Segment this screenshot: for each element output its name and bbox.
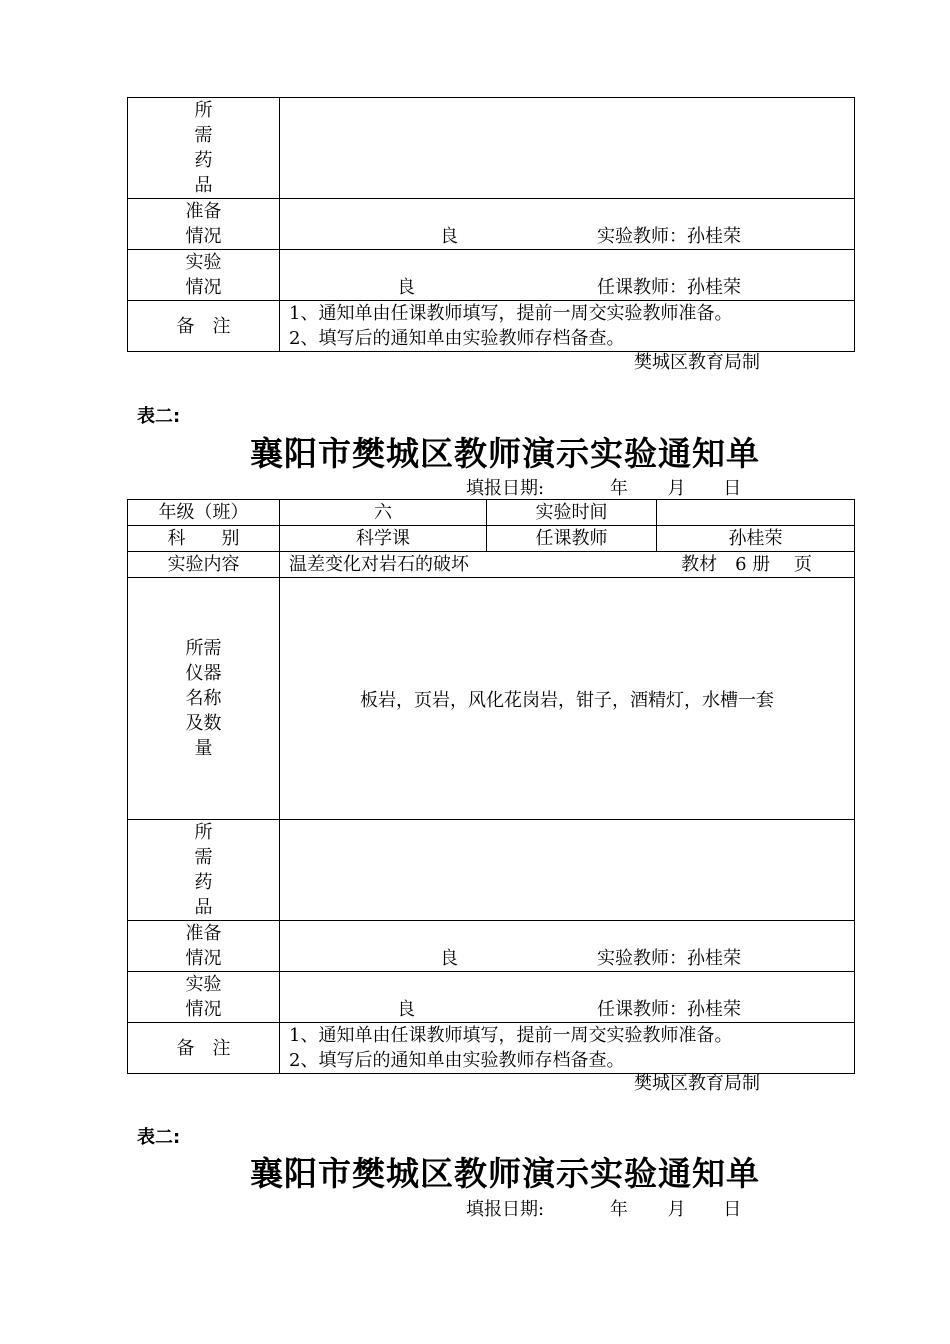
prep-row [128,199,855,250]
content-row [128,552,855,578]
exp-row [128,972,855,1023]
instrument-label: 所需 仪器 名称 及数 量 [128,578,280,820]
date-label: 填报日期: [466,1199,545,1220]
footer-bureau: 樊城区教育局制 [634,1073,760,1094]
medicine-row [128,820,855,921]
exp-row [128,250,855,301]
prep-label: 准备 情况 [128,199,280,250]
grade-value: 六 [280,500,487,526]
table-label: 表二: [137,406,181,427]
exp-grade: 良 [397,277,415,298]
exp-label: 实验 情况 [128,250,280,301]
prep-value [280,199,855,250]
content-value: 温差变化对岩石的破坏 [289,554,469,575]
medicine-label: 所 需 药 品 [128,820,280,921]
medicine-label: 所 需 药 品 [128,98,280,199]
exp-grade: 良 [397,999,415,1020]
notes-label: 备 注 [128,301,280,352]
note-line-2: 2、填写后的通知单由实验教师存档备查。 [289,1050,625,1071]
time-value [657,500,855,526]
date-line [466,474,741,500]
content-label: 实验内容 [128,552,280,578]
grade-label: 年级（班） [128,500,280,526]
prep-row [128,921,855,972]
footer-bureau: 樊城区教育局制 [634,352,760,373]
date-month: 月 [667,478,686,499]
subject-value: 科学课 [280,526,487,552]
textbook-ref: 教材 6 册 页 [681,554,812,575]
exp-teacher: 任课教师：孙桂荣 [597,277,741,298]
notes-row [128,1023,855,1074]
notes-value [280,301,855,352]
subject-label: 科 别 [128,526,280,552]
note-line-2: 2、填写后的通知单由实验教师存档备查。 [289,328,625,349]
content-value-cell [280,552,855,578]
date-line [466,1195,741,1221]
exp-label: 实验 情况 [128,972,280,1023]
medicine-value [280,820,855,921]
instrument-row [128,578,855,820]
notes-label: 备 注 [128,1023,280,1074]
form-table-2 [127,499,855,1074]
prep-grade: 良 [440,226,458,247]
time-label: 实验时间 [487,500,657,526]
grade-row [128,500,855,526]
prep-label: 准备 情况 [128,921,280,972]
subject-row [128,526,855,552]
instrument-value: 板岩，页岩，风化花岗岩，钳子，酒精灯，水槽一套 [280,578,855,820]
prep-teacher: 实验教师：孙桂荣 [597,948,741,969]
prep-teacher: 实验教师：孙桂荣 [597,226,741,247]
date-day: 日 [723,1199,742,1220]
medicine-value [280,98,855,199]
teacher-value: 孙桂荣 [657,526,855,552]
date-year: 年 [609,478,628,499]
table-label: 表二: [137,1127,181,1148]
note-line-1: 1、通知单由任课教师填写，提前一周交实验教师准备。 [289,1025,733,1046]
exp-teacher: 任课教师：孙桂荣 [597,999,741,1020]
exp-value [280,972,855,1023]
teacher-label: 任课教师 [487,526,657,552]
medicine-row [128,98,855,199]
date-day: 日 [723,478,742,499]
notes-row [128,301,855,352]
note-line-1: 1、通知单由任课教师填写，提前一周交实验教师准备。 [289,303,733,324]
date-month: 月 [667,1199,686,1220]
form-title: 襄阳市樊城区教师演示实验通知单 [250,1154,760,1193]
date-year: 年 [609,1199,628,1220]
date-label: 填报日期: [466,478,545,499]
form-table-1 [127,97,855,352]
form-title: 襄阳市樊城区教师演示实验通知单 [250,434,760,473]
notes-value [280,1023,855,1074]
exp-value [280,250,855,301]
prep-value [280,921,855,972]
prep-grade: 良 [440,948,458,969]
